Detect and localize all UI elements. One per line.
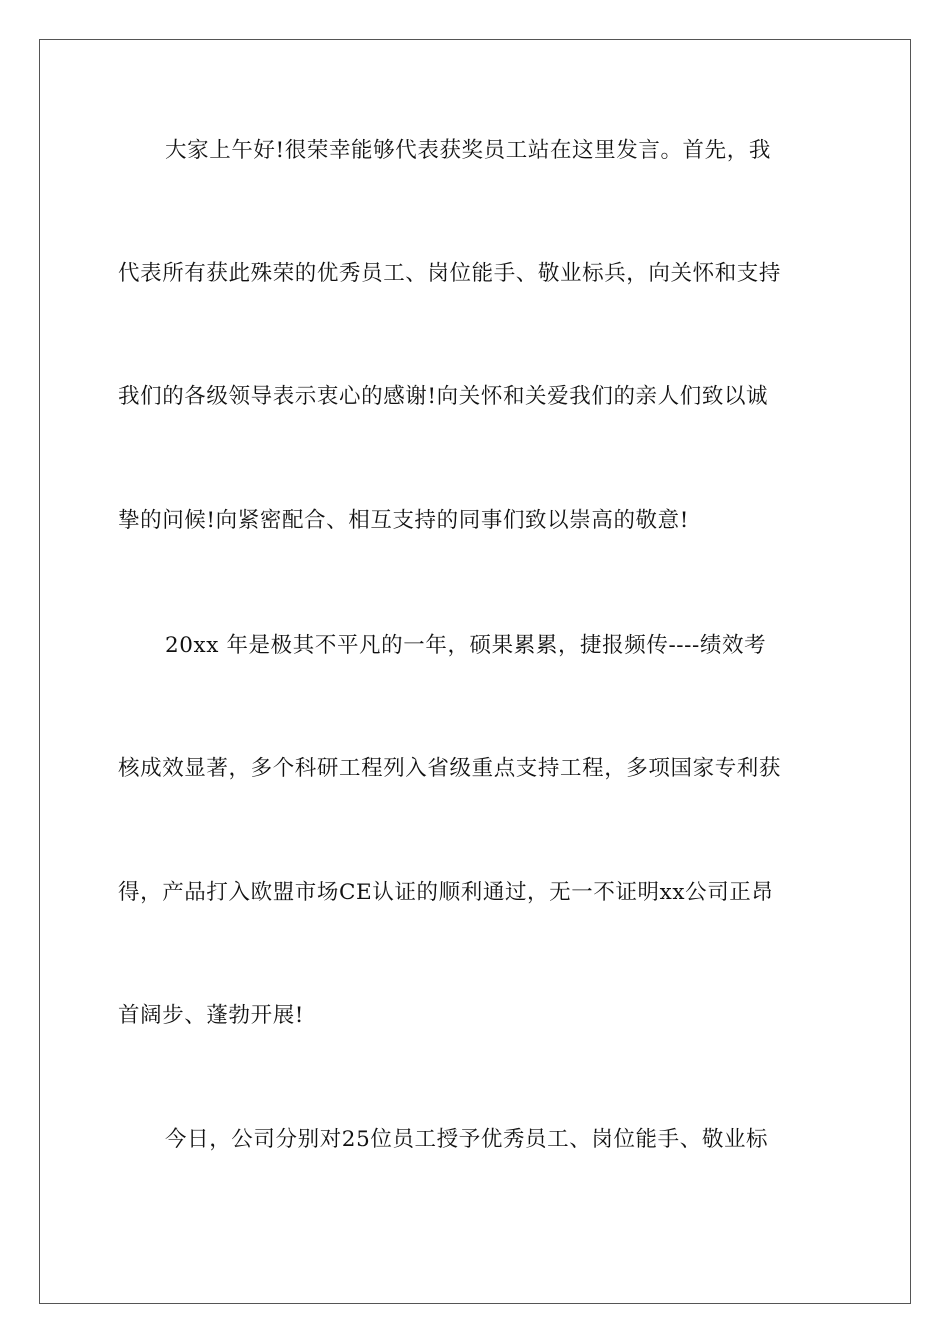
paragraph-1-line-3: 我们的各级领导表示衷心的感谢!向关怀和关爱我们的亲人们致以诚 — [118, 384, 769, 409]
paragraph-1-line-4: 挚的问候!向紧密配合、相互支持的同事们致以崇高的敬意! — [118, 508, 689, 533]
paragraph-1-line-2: 代表所有获此殊荣的优秀员工、岗位能手、敬业标兵，向关怀和支持 — [118, 261, 782, 286]
paragraph-2-line-1: 20xx 年是极其不平凡的一年，硕果累累，捷报频传----绩效考 — [165, 633, 767, 658]
paragraph-2-line-4: 首阔步、蓬勃开展! — [118, 1003, 305, 1028]
paragraph-2-line-2: 核成效显著，多个科研工程列入省级重点支持工程，多项国家专利获 — [118, 756, 782, 781]
paragraph-2-line-3: 得，产品打入欧盟市场CE认证的顺利通过，无一不证明xx公司正昂 — [118, 880, 774, 905]
page-border — [39, 39, 911, 1304]
paragraph-1-line-1: 大家上午好!很荣幸能够代表获奖员工站在这里发言。首先，我 — [165, 138, 771, 163]
paragraph-3-line-1: 今日，公司分别对25位员工授予优秀员工、岗位能手、敬业标 — [165, 1127, 769, 1152]
